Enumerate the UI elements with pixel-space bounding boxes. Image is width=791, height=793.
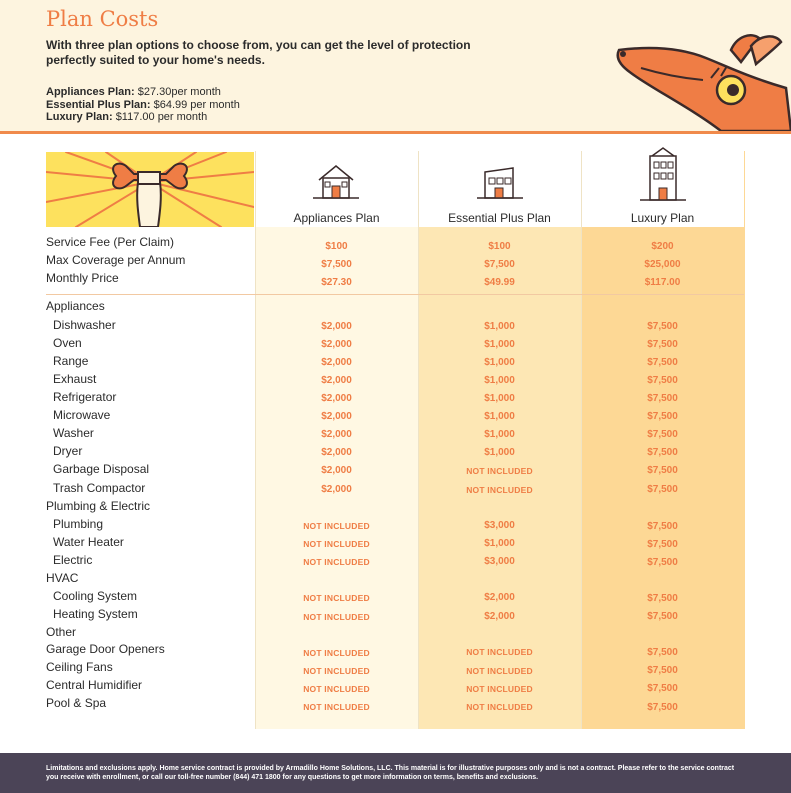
cell-value: NOT INCLUDED	[303, 521, 370, 531]
small-house-icon	[311, 158, 361, 204]
row-label: Trash Compactor	[53, 481, 146, 495]
cell-value: $7,500	[647, 702, 678, 713]
row-label: Refrigerator	[53, 390, 117, 404]
row-label: Range	[53, 354, 89, 368]
cell-value: NOT INCLUDED	[303, 593, 370, 603]
cell-value: $2,000	[321, 447, 352, 458]
cell-value: $1,000	[484, 321, 515, 332]
page-title: Plan Costs	[46, 7, 159, 31]
cell-value: $2,000	[321, 411, 352, 422]
row-label-monthly-price: Monthly Price	[46, 271, 119, 285]
cell-value: $200	[651, 241, 674, 252]
cell-value: $2,000	[321, 339, 352, 350]
cell-value: NOT INCLUDED	[303, 666, 370, 676]
cell-value: $3,000	[484, 520, 515, 531]
cell-value: $7,500	[647, 665, 678, 676]
cell-value: NOT INCLUDED	[303, 612, 370, 622]
essential-plus-plan-column	[418, 151, 582, 729]
townhouse-icon	[475, 158, 525, 204]
cell-value: $7,500	[647, 321, 678, 332]
cell-value: NOT INCLUDED	[466, 702, 533, 712]
cell-value: $7,500	[647, 465, 678, 476]
footer-disclaimer: Limitations and exclusions apply. Home service contract is provided by Armadillo Home Solutions, LLC. This material is for illustrative purposes only and is not a contract. Please refer to the service contract you receive with enrollment, or call our toll-free number (844) 471 1800 for any questions to get more information on terms, benefits and exclusions.	[46, 765, 735, 781]
cell-value: $7,500	[647, 539, 678, 550]
row-label: Dryer	[53, 444, 83, 458]
row-label: Garage Door Openers	[46, 642, 165, 656]
row-label: Exhaust	[53, 372, 97, 386]
row-label: Garbage Disposal	[53, 462, 150, 476]
cell-value: $2,000	[484, 592, 515, 603]
cell-value: $7,500	[647, 647, 678, 658]
cell-value: $7,500	[647, 339, 678, 350]
cell-value: $1,000	[484, 411, 515, 422]
cell-value: $1,000	[484, 357, 515, 368]
cell-value: $7,500	[647, 429, 678, 440]
cell-value: $1,000	[484, 538, 515, 549]
cell-value: $100	[325, 241, 348, 252]
cell-value: $7,500	[321, 259, 352, 270]
cell-value: $2,000	[321, 484, 352, 495]
cell-value: $2,000	[484, 611, 515, 622]
cell-value: $117.00	[644, 277, 681, 288]
cell-value: $7,500	[647, 521, 678, 532]
section-title-plumbing-electric: Plumbing & Electric	[46, 499, 151, 513]
cell-value: $1,000	[484, 339, 515, 350]
cell-value: $7,500	[647, 357, 678, 368]
cell-value: $7,500	[647, 411, 678, 422]
row-label: Central Humidifier	[46, 678, 143, 692]
cell-value: $1,000	[484, 375, 515, 386]
price-line-essential-plus: Essential Plus Plan: $64.99 per month	[46, 99, 240, 111]
row-label: Microwave	[53, 408, 111, 422]
cell-value: $7,500	[647, 484, 678, 495]
cell-value: $49.99	[484, 277, 515, 288]
cell-value: $7,500	[647, 593, 678, 604]
cell-value: $3,000	[484, 556, 515, 567]
cell-value: $7,500	[647, 683, 678, 694]
cell-value: $2,000	[321, 375, 352, 386]
cell-value: $2,000	[321, 357, 352, 368]
cell-value: $7,500	[647, 375, 678, 386]
wrench-hand-illustration	[46, 152, 254, 227]
cell-value: $1,000	[484, 393, 515, 404]
row-label-service-fee: Service Fee (Per Claim)	[46, 235, 175, 249]
cell-value: $100	[488, 241, 511, 252]
cell-value: NOT INCLUDED	[466, 666, 533, 676]
cell-value: $1,000	[484, 429, 515, 440]
price-line-appliances: Appliances Plan: $27.30per month	[46, 86, 221, 98]
cell-value: $7,500	[647, 393, 678, 404]
cell-value: $7,500	[647, 557, 678, 568]
armadillo-mascot-icon	[611, 28, 791, 131]
plan-name-luxury: Luxury Plan	[630, 211, 695, 225]
cell-value: NOT INCLUDED	[466, 647, 533, 657]
cell-value: NOT INCLUDED	[303, 702, 370, 712]
cell-value: NOT INCLUDED	[303, 648, 370, 658]
price-line-luxury: Luxury Plan: $117.00 per month	[46, 111, 208, 123]
row-label: Cooling System	[53, 589, 138, 603]
row-label: Water Heater	[53, 535, 124, 549]
cell-value: NOT INCLUDED	[303, 684, 370, 694]
section-title-appliances: Appliances	[46, 299, 105, 313]
luxury-plan-column	[581, 151, 745, 729]
cell-value: $7,500	[647, 447, 678, 458]
cell-value: $7,500	[647, 611, 678, 622]
plan-name-appliances: Appliances Plan	[293, 211, 380, 225]
header-divider	[0, 131, 791, 134]
wrench-icon	[46, 152, 254, 227]
row-label: Dishwasher	[53, 318, 116, 332]
cell-value: NOT INCLUDED	[466, 466, 533, 476]
row-label: Plumbing	[53, 517, 104, 531]
table-divider	[46, 294, 744, 295]
section-title-hvac: HVAC	[46, 571, 79, 585]
section-title-other: Other	[46, 625, 77, 639]
row-label: Ceiling Fans	[46, 660, 113, 674]
cell-value: NOT INCLUDED	[303, 539, 370, 549]
cell-value: NOT INCLUDED	[466, 485, 533, 495]
row-label: Oven	[53, 336, 82, 350]
plan-name-essential-plus: Essential Plus Plan	[448, 211, 551, 225]
cell-value: $2,000	[321, 321, 352, 332]
cell-value: $7,500	[484, 259, 515, 270]
row-label-max-coverage: Max Coverage per Annum	[46, 253, 186, 267]
cell-value: $2,000	[321, 465, 352, 476]
appliances-plan-column	[255, 151, 419, 729]
cell-value: $27.30	[321, 277, 352, 288]
mansion-icon	[638, 146, 688, 204]
row-label: Washer	[53, 426, 94, 440]
cell-value: $1,000	[484, 447, 515, 458]
cell-value: $2,000	[321, 429, 352, 440]
row-label: Electric	[53, 553, 93, 567]
row-label: Heating System	[53, 607, 138, 621]
cell-value: NOT INCLUDED	[303, 557, 370, 567]
cell-value: NOT INCLUDED	[466, 684, 533, 694]
cell-value: $2,000	[321, 393, 352, 404]
cell-value: $25,000	[644, 259, 681, 270]
page-subtitle: With three plan options to choose from, you can get the level of protection perfectly suited to your home's needs.	[46, 38, 471, 67]
row-label: Pool & Spa	[46, 696, 107, 710]
